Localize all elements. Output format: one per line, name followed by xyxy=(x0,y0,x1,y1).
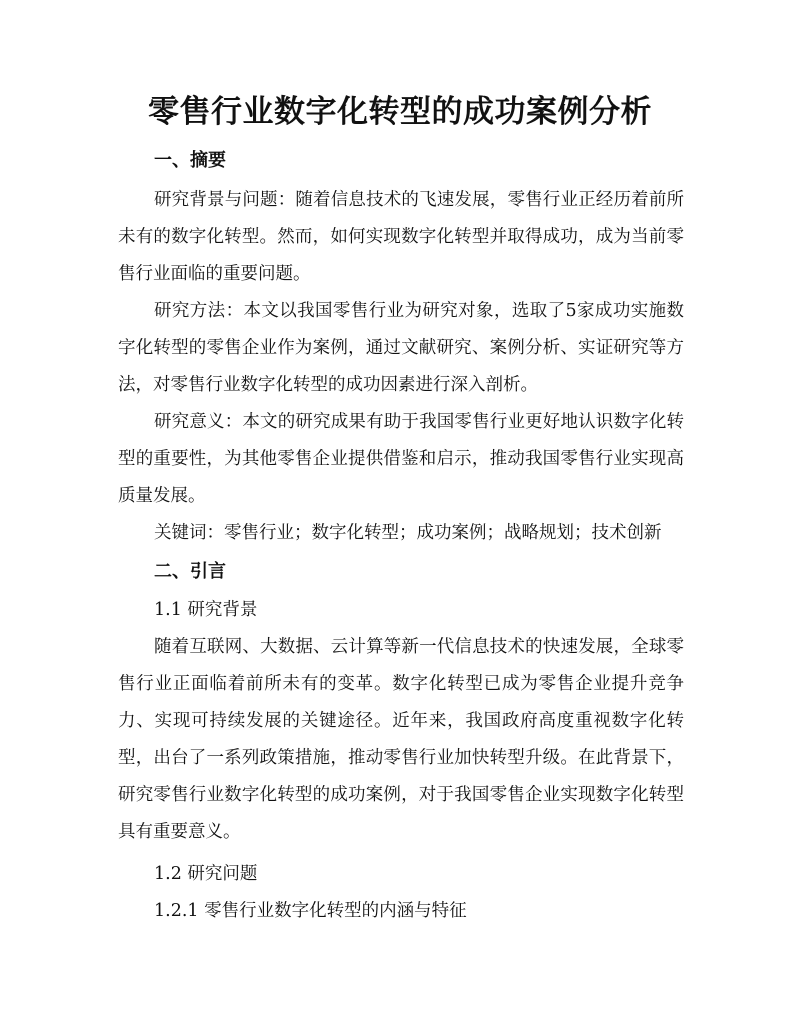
section-1-1-heading: 1.1 研究背景 xyxy=(154,600,258,620)
document-title: 零售行业数字化转型的成功案例分析 xyxy=(148,94,652,130)
abstract-significance-paragraph: 研究意义：本文的研究成果有助于我国零售行业更好地认识数字化转型的重要性，为其他零售企业提供借鉴和启示，推动我国零售行业实现高质量发展。 xyxy=(118,412,684,506)
section-1-2-1-heading: 1.2.1 零售行业数字化转型的内涵与特征 xyxy=(154,901,467,921)
document-body xyxy=(118,143,684,930)
abstract-heading: 一、摘要 xyxy=(154,150,226,171)
abstract-method-paragraph: 研究方法：本文以我国零售行业为研究对象，选取了5家成功实施数字化转型的零售企业作为案例，通过文献研究、案例分析、实证研究等方法，对零售行业数字化转型的成功因素进行深入剖析。 xyxy=(118,301,684,395)
introduction-heading: 二、引言 xyxy=(154,561,226,582)
keywords-paragraph: 关键词：零售行业；数字化转型；成功案例；战略规划；技术创新 xyxy=(154,523,662,543)
research-background-paragraph: 随着互联网、大数据、云计算等新一代信息技术的快速发展，全球零售行业正面临着前所未有的变革。数字化转型已成为零售企业提升竞争力、实现可持续发展的关键途径。近年来，我国政府高度重视数字化转型，出台了一系列政策措施，推动零售行业加快转型升级。在此背景下，研究零售行业数字化转型的成功案例，对于我国零售企业实现数字化转型具有重要意义。 xyxy=(118,637,684,842)
section-1-2-heading: 1.2 研究问题 xyxy=(154,864,258,884)
abstract-background-paragraph: 研究背景与问题：随着信息技术的飞速发展，零售行业正经历着前所未有的数字化转型。然而，如何实现数字化转型并取得成功，成为当前零售行业面临的重要问题。 xyxy=(118,190,684,284)
